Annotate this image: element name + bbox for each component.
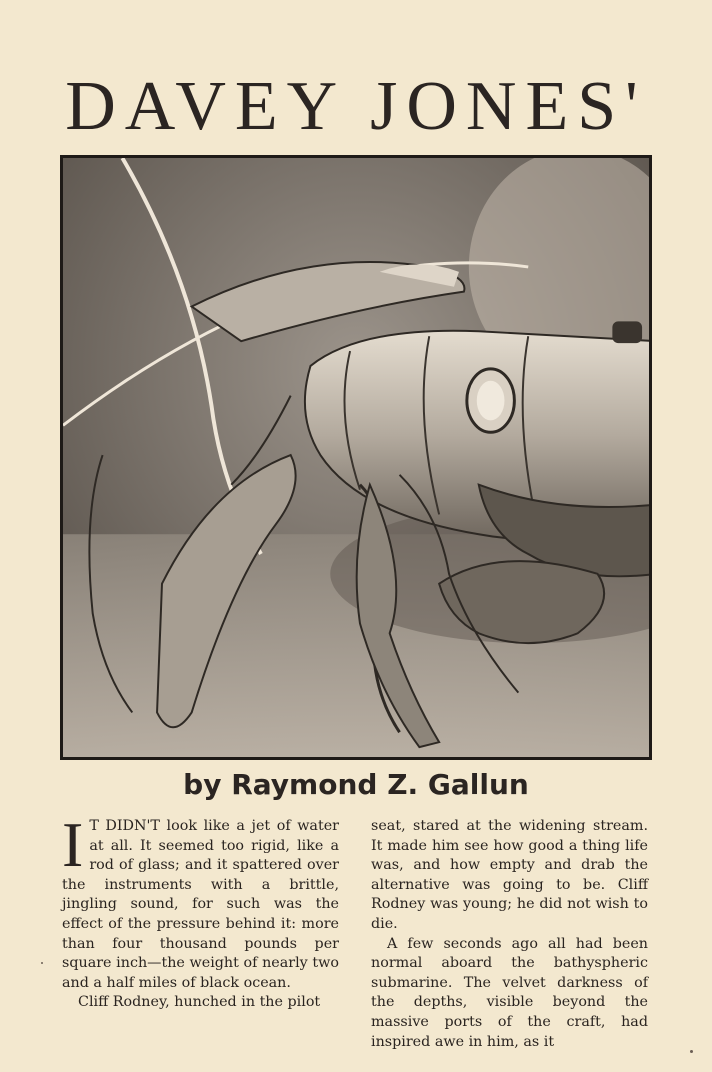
opening-paragraph-text: T DIDN'T look like a jet of water at all. It seemed too rigid, like a rod of glass; and it spattered over the instruments with a brittle, jingling sound, for such was the effect of the pressure behind it: more than four thousand pounds per square inch—the weight of nearly two and a half miles of black ocean. xyxy=(62,818,339,991)
print-speck xyxy=(41,962,43,964)
print-speck xyxy=(690,1050,693,1053)
submarine-sea-creatures-illustration xyxy=(63,158,649,757)
continued-paragraph: seat, stared at the widening stream. It made him see how good a thing life was, and how empty and drab the alternative was going to be. Cliff Rodney was young; he did not wish to die. xyxy=(371,818,648,932)
story-column-left xyxy=(62,809,339,1013)
second-paragraph: Cliff Rodney, hunched in the pilot xyxy=(78,994,321,1011)
third-paragraph: A few seconds ago all had been normal aboard the bathyspheric submarine. The velvet darkness of the depths, visible beyond the massive ports of the craft, had inspired awe in him, as it xyxy=(371,935,648,1050)
drop-cap: I xyxy=(62,809,84,880)
story-illustration xyxy=(60,155,652,760)
story-body xyxy=(62,809,654,1057)
story-title: DAVEY JONES' xyxy=(65,68,647,145)
story-byline: by Raymond Z. Gallun xyxy=(183,768,529,801)
story-column-right xyxy=(371,817,648,1052)
opening-paragraph xyxy=(62,809,339,993)
